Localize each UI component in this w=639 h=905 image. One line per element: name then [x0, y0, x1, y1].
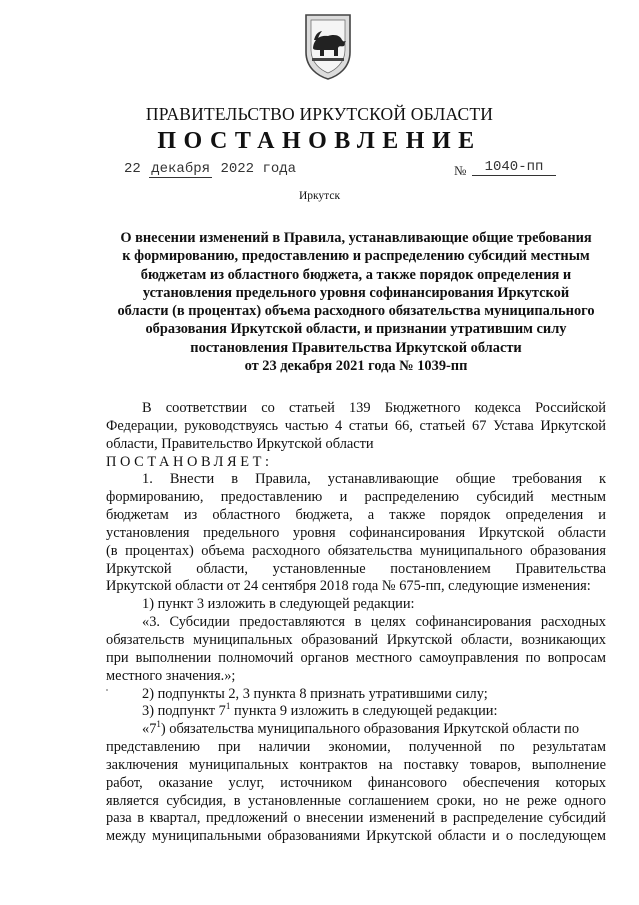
quote71-line: является субсидия, в установленные соглашением сроки, но не реже одного — [106, 792, 606, 809]
date-suffix: года — [262, 161, 297, 177]
organization-name: ПРАВИТЕЛЬСТВО ИРКУТСКОЙ ОБЛАСТИ — [145, 104, 494, 124]
quote71-start: «7 — [142, 721, 157, 738]
document-type-title: ПОСТАНОВЛЕНИЕ — [157, 128, 482, 154]
city-name: Иркутск — [298, 190, 341, 202]
heading-line: бюджетам из областного бюджета, а также порядок определения и — [140, 266, 572, 283]
heading-line: установления предельного уровня софинансирования Иркутской — [142, 284, 570, 301]
item1-line: бюджетам из областного бюджета, а также порядок определения и — [106, 507, 606, 524]
document-date — [124, 161, 296, 177]
item1-line: Иркутской области, установленные постановлением Правительства — [106, 560, 606, 577]
decree-word: ПОСТАНОВЛЯЕТ: — [106, 453, 273, 470]
preamble-line: В соответствии со статьей 139 Бюджетного кодекса Российской — [142, 400, 606, 416]
quote71-line: раза в квартал, предложений о внесении изменений в распределение субсидий — [106, 810, 606, 827]
heading-line: области (в процентах) объема расходного обязательства муниципального — [117, 303, 595, 320]
quote71-line: между муниципальными образованиями Иркутской области и о последующем — [106, 828, 606, 845]
number-sign: № — [454, 163, 467, 178]
item1-line: (в процентах) объема расходного обязательства муниципального образования — [106, 542, 606, 559]
item1-line: установления предельного уровня софинансирования Иркутской области — [106, 524, 606, 541]
heading-line: О внесении изменений в Правила, устанавливающие общие требования — [120, 230, 592, 246]
quote71-first-line — [106, 721, 606, 739]
heading-line: образования Иркутской области, и признании утратившим силу — [145, 321, 567, 338]
subitem-3-text: 3) подпункт 7 — [142, 703, 226, 720]
document-number: 1040-пп — [472, 159, 556, 176]
item1-line: Иркутской области от 24 сентября 2018 года № 675-пп, следующие изменения: — [106, 578, 591, 595]
quote71-line: заключения муниципальных контрактов на поставку товаров, выполнение — [106, 756, 606, 773]
quote71-superscript: 1 — [156, 719, 161, 730]
date-month: декабря — [151, 161, 211, 177]
quote71-line: работ, оказание услуг, источником финансового обеспечения которых — [106, 774, 606, 791]
subitem-3-rest: пункта 9 изложить в следующей редакции: — [230, 703, 498, 720]
quote71-rest: ) обязательства муниципального образования Иркутской области по — [160, 721, 580, 738]
heading-line: постановления Правительства Иркутской области — [190, 339, 522, 356]
quote71-line: представлению при наличии экономии, полученной по результатам — [106, 739, 606, 756]
irkutsk-coat-of-arms-emblem — [302, 12, 354, 80]
quote3-line: местного значения.»; — [106, 667, 236, 684]
date-year: 2022 — [220, 161, 255, 177]
date-day: 22 — [124, 161, 141, 177]
quote3-line: при выполнении полномочий органов местного самоуправления по вопросам — [106, 649, 606, 666]
heading-line: от 23 декабря 2021 года № 1039-пп — [244, 358, 468, 375]
item1-line: 1. Внести в Правила, устанавливающие общие требования к — [142, 471, 606, 488]
preamble-line: Федерации, руководствуясь частью 4 статьи 66, статьей 67 Устава Иркутской — [106, 417, 606, 434]
heading-line: к формированию, предоставлению и распределению субсидий местным — [122, 248, 590, 265]
subitem-2: 2) подпункты 2, 3 пункта 8 признать утратившими силу; — [142, 685, 488, 702]
subitem-1: 1) пункт 3 изложить в следующей редакции: — [142, 596, 415, 613]
subitem-3-superscript: 1 — [225, 701, 231, 712]
item1-line: формированию, предоставлению и распределению субсидий местным — [106, 489, 606, 506]
preamble-line: области, Правительство Иркутской области — [106, 435, 374, 452]
quote3-line: обязательств муниципальных образований Иркутской области, возникающих — [106, 631, 606, 648]
document-body — [106, 400, 606, 846]
document-heading — [106, 229, 606, 375]
quote3-line: «3. Субсидии предоставляются в целях софинансирования расходных — [142, 614, 606, 631]
subitem-3 — [106, 703, 606, 721]
